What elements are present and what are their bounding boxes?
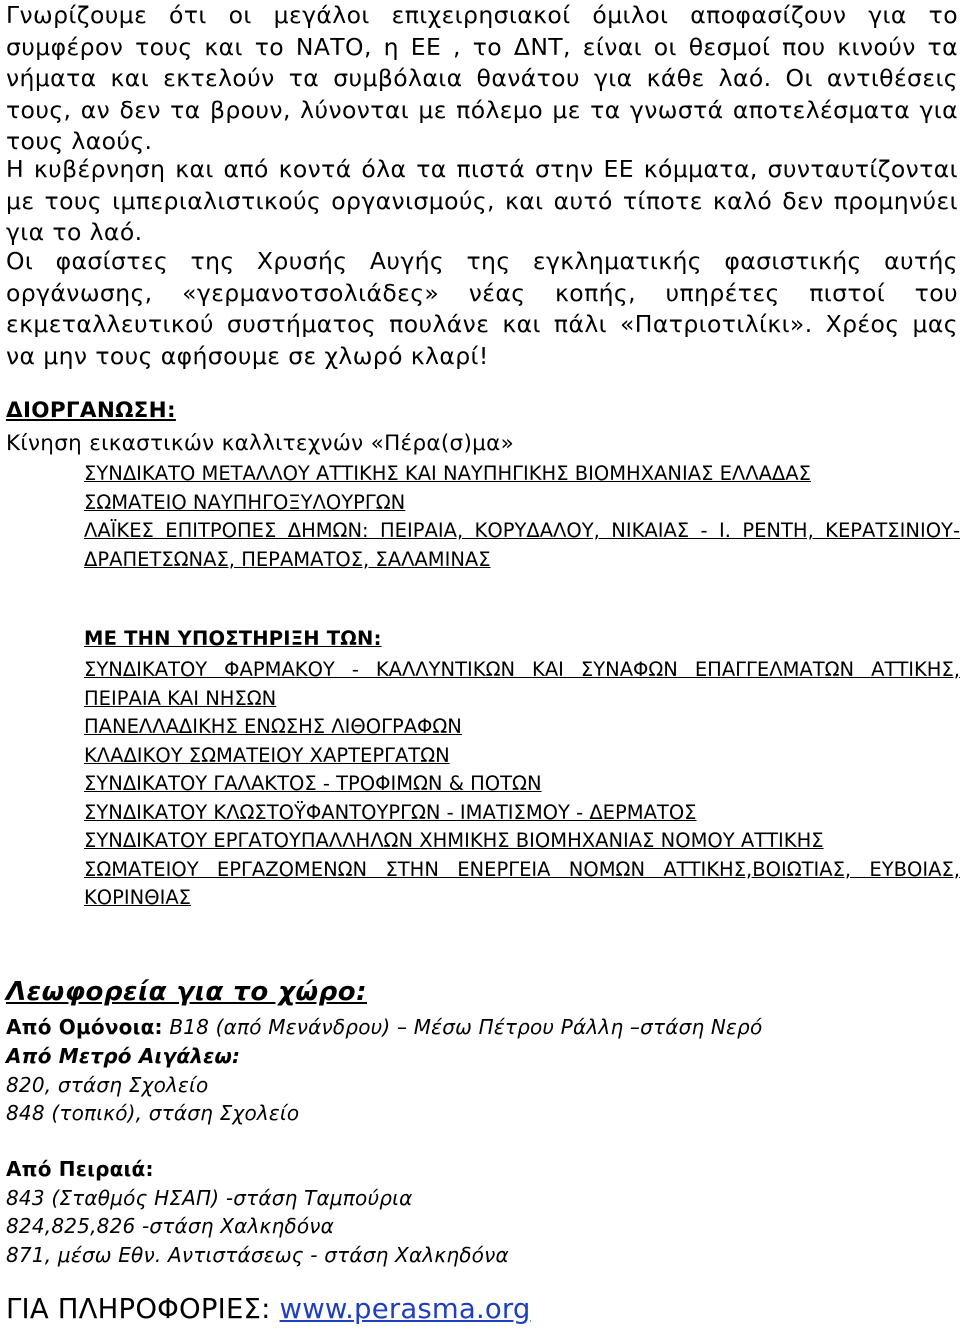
intro-paragraph-1: Γνωρίζουμε ότι οι μεγάλοι επιχειρησιακοί όμιλοι αποφασίζουν για το συμφέρον τους και το ΝΑΤΟ, η ΕΕ , το ΔΝΤ, είναι οι θεσμοί που κινούν τα νήματα και εκτελούν τα συμβόλαια θανάτου για κάθε λαό. Οι αντιθέσεις τους, αν δεν τα βρουν, λύνονται με πόλεμο με τα γνωστά αποτελέσματα για τους λαούς. <box>6 1 958 155</box>
bus-piraeus-block <box>6 1155 509 1269</box>
bus-metro-route: 820, στάση Σχολείο <box>6 1072 209 1097</box>
organizers-subtitle: Κίνηση εικαστικών καλλιτεχνών «Πέρα(σ)μα» <box>6 431 515 456</box>
buses-title: Λεωφορεία για το χώρο: <box>6 977 368 1007</box>
supporters-list <box>84 656 960 913</box>
supporter-item: ΣΥΝΔΙΚΑΤΟΥ ΕΡΓΑΤΟΥΠΑΛΛΗΛΩΝ ΧΗΜΙΚΗΣ ΒΙΟΜΗΧΑΝΙΑΣ ΝΟΜΟΥ ΑΤΤΙΚΗΣ <box>84 829 824 852</box>
bus-metro-route: 848 (τοπικό), στάση Σχολείο <box>6 1101 300 1125</box>
bus-metro-label: Από Μετρό Αιγάλεω: <box>6 1044 241 1068</box>
organizer-item: ΣΥΝΔΙΚΑΤΟ ΜΕΤΑΛΛΟΥ ΑΤΤΙΚΗΣ ΚΑΙ ΝΑΥΠΗΓΙΚΗΣ ΒΙΟΜΗΧΑΝΙΑΣ ΕΛΛΑΔΑΣ <box>84 462 811 485</box>
bus-omonia-label: Από Ομόνοια: <box>6 1015 163 1039</box>
supporters-title: ΜΕ ΤΗΝ ΥΠΟΣΤΗΡΙΞΗ ΤΩΝ: <box>84 627 382 650</box>
bus-piraeus-route: 871, μέσω Εθν. Αντιστάσεως - στάση Χαλκηδόνα <box>6 1242 509 1267</box>
bus-metro-block <box>6 1042 299 1128</box>
intro-paragraph-3: Οι φασίστες της Χρυσής Αυγής της εγκληματικής φασιστικής αυτής οργάνωσης, «γερμανοτσολιάδες» νέας κοπής, υπηρέτες πιστοί του εκμεταλλευτικού συστήματος πουλάνε και πάλι «Πατριοτιλίκι». Χρέος μας να μην τους αφήσουμε σε χλωρό κλαρί! <box>6 247 958 370</box>
info-label: ΓΙΑ ΠΛΗΡΟΦΟΡΙΕΣ: <box>6 1293 271 1325</box>
supporter-item: ΣΥΝΔΙΚΑΤΟΥ ΦΑΡΜΑΚΟΥ - ΚΑΛΛΥΝΤΙΚΩΝ ΚΑΙ ΣΥΝΑΦΩΝ ΕΠΑΓΓΕΛΜΑΤΩΝ ΑΤΤΙΚΗΣ, ΠΕΙΡΑΙΑ ΚΑΙ ΝΗΣΩΝ <box>84 658 960 710</box>
organizer-item: ΛΑΪΚΕΣ ΕΠΙΤΡΟΠΕΣ ΔΗΜΩΝ: ΠΕΙΡΑΙΑ, ΚΟΡΥΔΑΛΟΥ, ΝΙΚΑΙΑΣ - Ι. ΡΕΝΤΗ, ΚΕΡΑΤΣΙΝΙΟΥ- ΔΡΑΠΕΤΣΩΝΑΣ, ΠΕΡΑΜΑΤΟΣ, ΣΑΛΑΜΙΝΑΣ <box>84 519 960 571</box>
organizers-list <box>84 460 960 574</box>
bus-piraeus-route: 824,825,826 -στάση Χαλκηδόνα <box>6 1214 335 1238</box>
organizers-title: ΔΙΟΡΓΑΝΩΣΗ: <box>6 398 176 423</box>
supporter-item: ΠΑΝΕΛΛΑΔΙΚΗΣ ΕΝΩΣΗΣ ΛΙΘΟΓΡΑΦΩΝ <box>84 715 462 738</box>
intro-paragraph-2: Η κυβέρνηση και από κοντά όλα τα πιστά στην ΕΕ κόμματα, συνταυτίζονται με τους ιμπεριαλιστικούς οργανισμούς, και αυτό τίποτε καλό δεν προμηνύει για το λαό. <box>6 155 958 246</box>
bus-omonia-route: Β18 (από Μενάνδρου) – Μέσω Πέτρου Ράλλη –στάση Νερό <box>169 1015 763 1039</box>
website-link[interactable]: www.perasma.org <box>279 1293 531 1325</box>
info-line <box>6 1293 531 1325</box>
supporter-item: ΣΩΜΑΤΕΙΟΥ ΕΡΓΑΖΟΜΕΝΩΝ ΣΤΗΝ ΕΝΕΡΓΕΙΑ ΝΟΜΩΝ ΑΤΤΙΚΗΣ,ΒΟΙΩΤΙΑΣ, ΕΥΒΟΙΑΣ, ΚΟΡΙΝΘΙΑΣ <box>84 857 960 909</box>
bus-piraeus-route: 843 (Σταθμός ΗΣΑΠ) -στάση Ταμπούρια <box>6 1185 413 1210</box>
supporter-item: ΣΥΝΔΙΚΑΤΟΥ ΚΛΩΣΤΟΫΦΑΝΤΟΥΡΓΩΝ - ΙΜΑΤΙΣΜΟΥ - ΔΕΡΜΑΤΟΣ <box>84 800 697 824</box>
supporter-item: ΣΥΝΔΙΚΑΤΟΥ ΓΑΛΑΚΤΟΣ - ΤΡΟΦΙΜΩΝ & ΠΟΤΩΝ <box>84 772 542 795</box>
bus-omonia-line <box>6 1013 762 1042</box>
organizer-item: ΣΩΜΑΤΕΙΟ ΝΑΥΠΗΓΟΞΥΛΟΥΡΓΩΝ <box>84 490 406 514</box>
supporter-item: ΚΛΑΔΙΚΟΥ ΣΩΜΑΤΕΙΟΥ ΧΑΡΤΕΡΓΑΤΩΝ <box>84 743 450 767</box>
bus-piraeus-label: Από Πειραιά: <box>6 1157 154 1181</box>
